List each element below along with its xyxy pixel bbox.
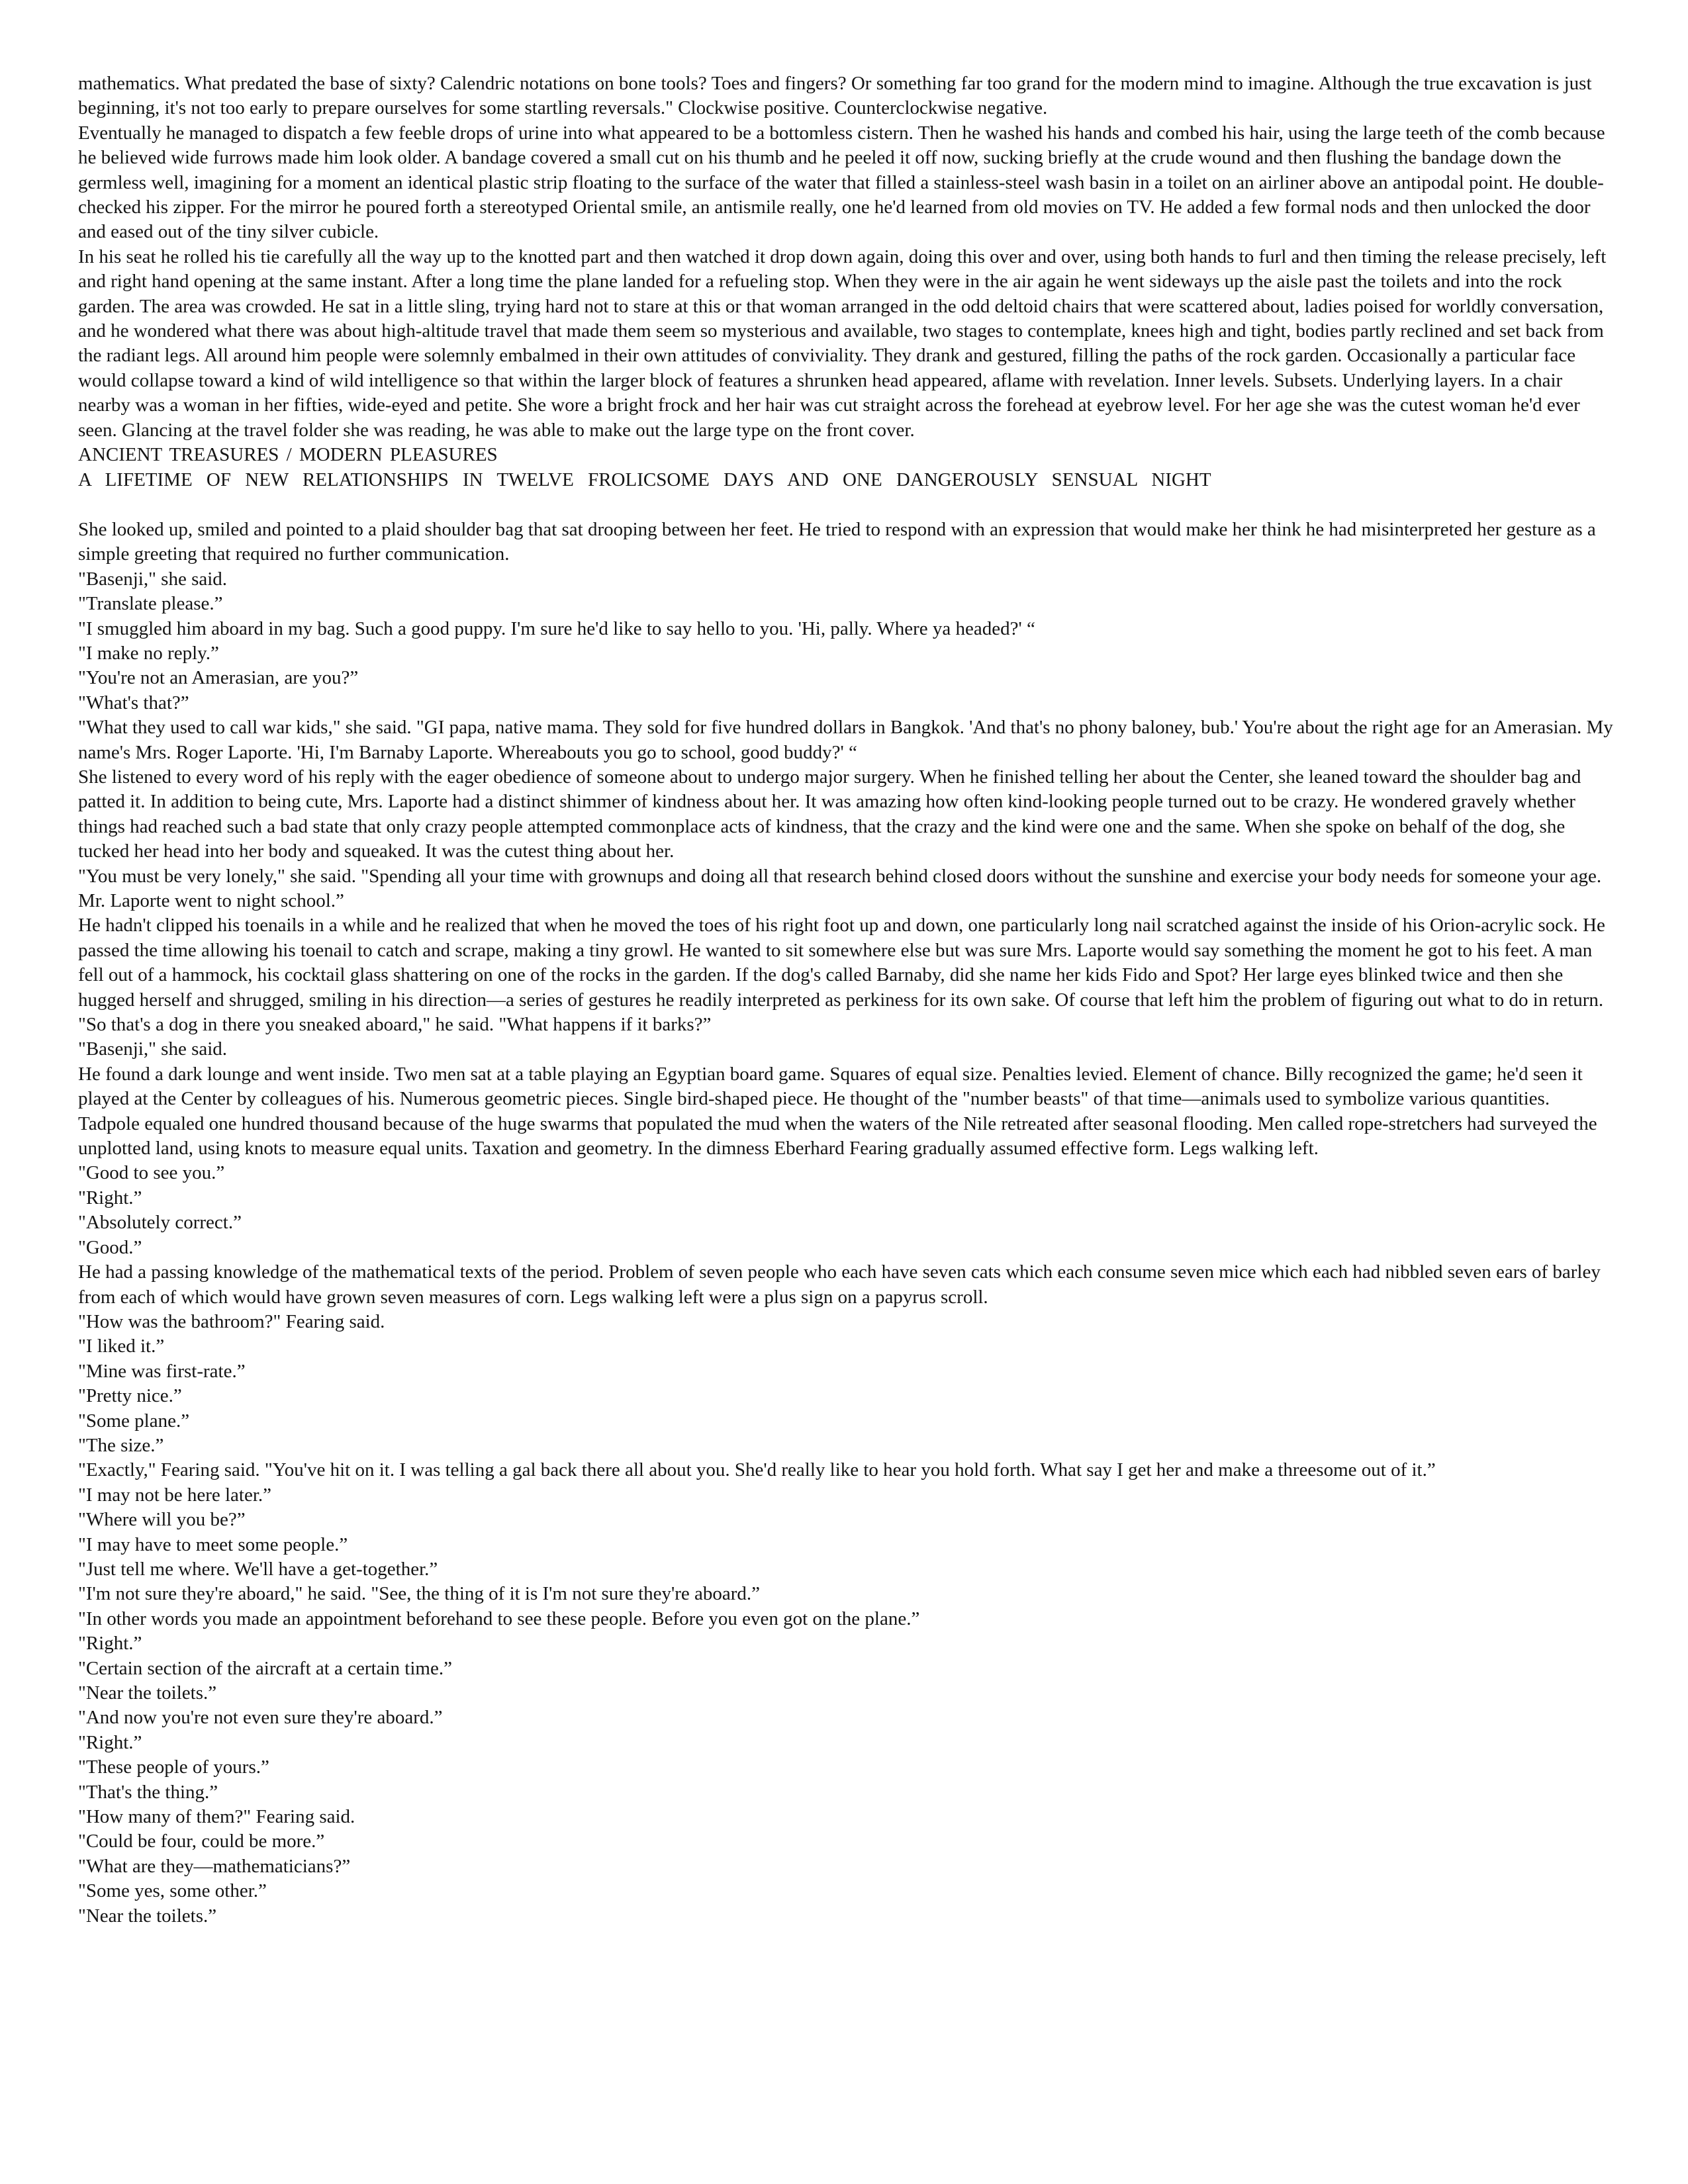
dialogue-line: "Right.” (78, 1731, 142, 1753)
dialogue-line: "Basenji," she said. (78, 568, 228, 590)
dialogue-line: "Just tell me where. We'll have a get-together.” (78, 1558, 438, 1580)
text-block-bottom (78, 518, 1615, 1929)
dialogue-line: "I may have to meet some people.” (78, 1533, 348, 1555)
cover-heading-ancient-treasures: ANCIENT TREASURES / MODERN PLEASURES (78, 444, 498, 466)
paragraph: Eventually he managed to dispatch a few feeble drops of urine into what appeared to be a bottomless cistern. Then he washed his hands and combed his hair, using the large teeth of the comb because he believed wide furrows made him look older. A bandage covered a small cut on his thumb and he peeled it off now, sucking briefly at the crude wound and then flushing the bandage down the germless well, imagining for a moment an identical plastic strip floating to the surface of the water that filled a stainless-steel wash basin in a toilet on an airliner above an antipodal point. He double-checked his zipper. For the mirror he poured forth a stereotyped Oriental smile, an antismile really, one he'd learned from old movies on TV. He added a few formal nods and then unlocked the door and eased out of the tiny silver cubicle. (78, 122, 1605, 243)
paragraph: In his seat he rolled his tie carefully all the way up to the knotted part and then watched it drop down again, doing this over and over, using both hands to furl and then timing the release precisely, left and right hand opening at the same instant. After a long time the plane landed for a refueling stop. When they were in the air again he went sideways up the aisle past the toilets and into the rock garden. The area was crowded. He sat in a little sling, trying hard not to stare at this or that woman arranged in the odd deltoid chairs that were scattered about, ladies poised for worldly conversation, and he wondered what there was about high-altitude travel that made them seem so mysterious and available, two stages to contemplate, knees high and tight, bodies partly reclined and set back from the radiant legs. All around him people were solemnly embalmed in their own attitudes of conviviality. They drank and gestured, filling the paths of the rock garden. Occasionally a particular face would collapse toward a kind of wild intelligence so that within the larger block of features a shrunken head appeared, aflame with revelation. Inner levels. Subsets. Underlying layers. In a chair nearby was a woman in her fifties, wide-eyed and petite. She wore a bright frock and her hair was cut straight across the forehead at eyebrow level. For her age she was the cutest woman he'd ever seen. Glancing at the travel folder she was reading, he was able to make out the large type on the front cover. (78, 246, 1607, 441)
dialogue-line: "What are they—mathematicians?” (78, 1855, 351, 1877)
paragraph: mathematics. What predated the base of sixty? Calendric notations on bone tools? Toes and fingers? Or something far too grand for the modern mind to imagine. Although the true excavation is just beginning, it's not too early to prepare ourselves for some startling reversals." Clockwise positive. Counterclockwise negative. (78, 73, 1592, 119)
dialogue-line: "Near the toilets.” (78, 1905, 217, 1927)
dialogue-line: "Mine was first-rate.” (78, 1360, 246, 1382)
dialogue-line: "Right.” (78, 1633, 142, 1655)
dialogue-line: "Some yes, some other.” (78, 1880, 267, 1902)
dialogue-line: "Basenji," she said. (78, 1038, 228, 1060)
paragraph: He hadn't clipped his toenails in a while and he realized that when he moved the toes of his right foot up and down, one particularly long nail scratched against the inside of his Orion-acrylic sock. He passed the time allowing his toenail to catch and scrape, making a tiny growl. He wanted to sit somewhere else but was sure Mrs. Laporte would say something the moment he got to his feet. A man fell out of a hammock, his cocktail glass shattering on one of the rocks in the garden. If the dog's called Barnaby, did she name her kids Fido and Spot? Her large eyes blinked twice and then she hugged herself and shrugged, smiling in his direction—a series of gestures he readily interpreted as perkiness for its own sake. Of course that left him the problem of figuring out what to do in return. (78, 915, 1605, 1011)
dialogue-line: "And now you're not even sure they're aboard.” (78, 1707, 443, 1729)
dialogue-line: "So that's a dog in there you sneaked aboard," he said. "What happens if it barks?” (78, 1014, 712, 1036)
dialogue-line: "In other words you made an appointment beforehand to see these people. Before you even got on the plane.” (78, 1608, 920, 1629)
dialogue-line: "Some plane.” (78, 1410, 190, 1432)
cover-heading-lifetime: A LIFETIME OF NEW RELATIONSHIPS IN TWELVE FROLICSOME DAYS AND ONE DANGEROUSLY SENSUAL NIGHT (78, 469, 1211, 490)
dialogue-line: "I smuggled him aboard in my bag. Such a good puppy. I'm sure he'd like to say hello to you. 'Hi, pally. Where ya headed?' “ (78, 617, 1035, 639)
dialogue-line: "Good.” (78, 1236, 142, 1258)
dialogue-line: "The size.” (78, 1434, 164, 1456)
dialogue-line: "Where will you be?” (78, 1509, 246, 1531)
dialogue-line: "Pretty nice.” (78, 1385, 182, 1407)
dialogue-line: "How was the bathroom?" Fearing said. (78, 1310, 385, 1332)
dialogue-line: "What's that?” (78, 692, 189, 713)
dialogue-line: "Absolutely correct.” (78, 1212, 242, 1234)
dialogue-line: "I'm not sure they're aboard," he said. "See, the thing of it is I'm not sure they're aboard.” (78, 1583, 761, 1605)
paragraph: He found a dark lounge and went inside. Two men sat at a table playing an Egyptian board game. Squares of equal size. Penalties levied. Element of chance. Billy recognized the game; he'd seen it played at the Center by colleagues of his. Numerous geometric pieces. Single bird-shaped piece. He thought of the "number beasts" of that time—animals used to symbolize various quantities. Tadpole equaled one hundred thousand because of the huge swarms that populated the mud when the waters of the Nile retreated after seasonal flooding. Men called rope-stretchers had surveyed the unplotted land, using knots to measure equal units. Taxation and geometry. In the dimness Eberhard Fearing gradually assumed effective form. Legs walking left. (78, 1063, 1597, 1160)
dialogue-line: "You must be very lonely," she said. "Spending all your time with grownups and doing all that research behind closed doors without the sunshine and exercise your body needs for someone your age. Mr. Laporte went to night school.” (78, 865, 1602, 911)
dialogue-line: "What they used to call war kids," she said. "GI papa, native mama. They sold for five hundred dollars in Bangkok. 'And that's no phony baloney, bub.' You're about the right age for an Amerasian. My name's Mrs. Roger Laporte. 'Hi, I'm Barnaby Laporte. Whereabouts you go to school, good buddy?' “ (78, 717, 1613, 763)
document-page (78, 71, 1615, 1929)
dialogue-line: "I make no reply.” (78, 642, 219, 664)
dialogue-line: "You're not an Amerasian, are you?” (78, 667, 359, 689)
dialogue-line: "Translate please.” (78, 593, 223, 615)
dialogue-line: "I liked it.” (78, 1336, 165, 1357)
dialogue-line: "Near the toilets.” (78, 1682, 217, 1704)
dialogue-line: "Right.” (78, 1187, 142, 1208)
text-block-top (78, 71, 1615, 443)
dialogue-line: "Could be four, could be more.” (78, 1831, 325, 1852)
dialogue-line: "I may not be here later.” (78, 1484, 272, 1506)
paragraph: He had a passing knowledge of the mathematical texts of the period. Problem of seven people who each have seven cats which each consume seven mice which each had nibbled seven ears of barley from each of which would have grown seven measures of corn. Legs walking left were a plus sign on a papyrus scroll. (78, 1261, 1601, 1308)
dialogue-line: "Certain section of the aircraft at a certain time.” (78, 1657, 452, 1679)
dialogue-line: "Exactly," Fearing said. "You've hit on it. I was telling a gal back there all about you. She'd really like to hear you hold forth. What say I get her and make a threesome out of it.” (78, 1459, 1436, 1481)
dialogue-line: "These people of yours.” (78, 1756, 269, 1778)
paragraph: She looked up, smiled and pointed to a plaid shoulder bag that sat drooping between her feet. He tried to respond with an expression that would make her think he had misinterpreted her gesture as a simple greeting that required no further communication. (78, 518, 1596, 565)
dialogue-line: "That's the thing.” (78, 1781, 218, 1803)
paragraph: She listened to every word of his reply with the eager obedience of someone about to undergo major surgery. When he finished telling her about the Center, she leaned toward the shoulder bag and patted it. In addition to being cute, Mrs. Laporte had a distinct shimmer of kindness about her. It was amazing how often kind-looking people turned out to be crazy. He wondered gravely whether things had reached such a bad state that only crazy people attempted commonplace acts of kindness, that the crazy and the kind were one and the same. When she spoke on behalf of the dog, she tucked her head into her body and squeaked. It was the cutest thing about her. (78, 766, 1581, 862)
dialogue-line: "Good to see you.” (78, 1162, 225, 1184)
dialogue-line: "How many of them?" Fearing said. (78, 1806, 355, 1828)
